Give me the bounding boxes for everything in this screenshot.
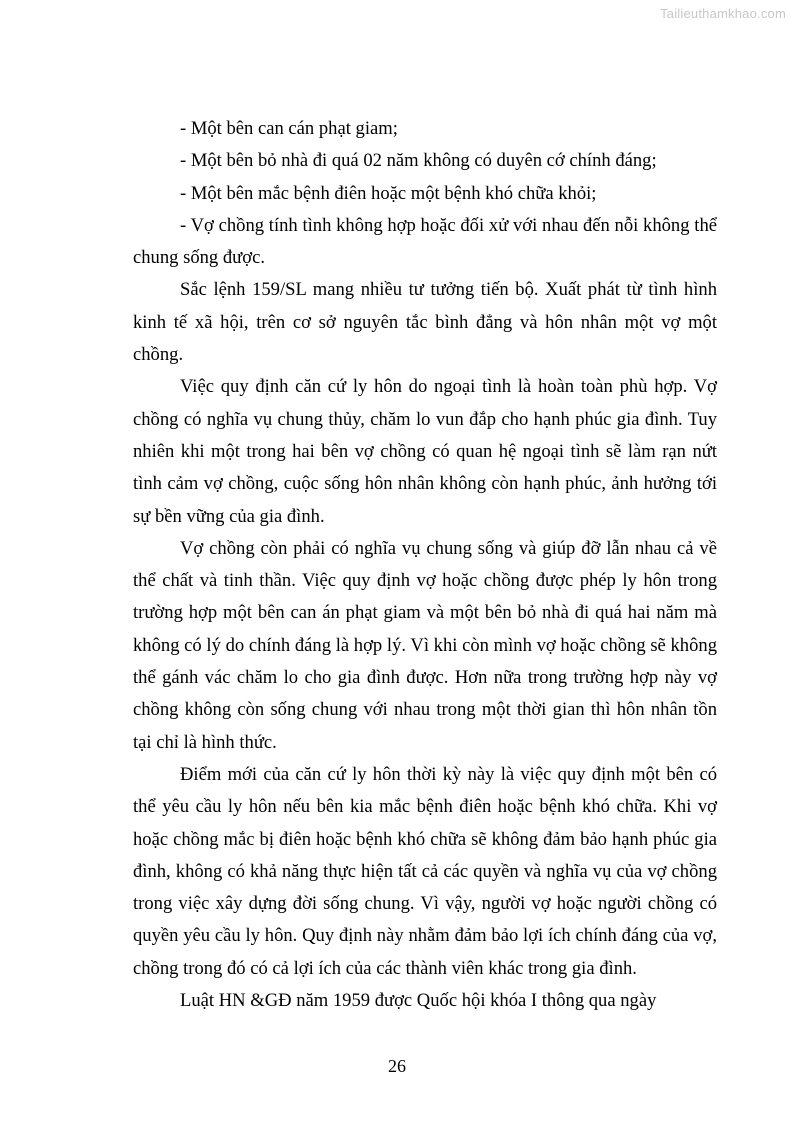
document-body <box>133 113 717 1017</box>
paragraph-9: Luật HN &GĐ năm 1959 được Quốc hội khóa I thông qua ngày <box>180 990 657 1012</box>
watermark-text: Tailieuthamkhao.com <box>660 6 786 21</box>
paragraph-3: - Một bên mắc bệnh điên hoặc một bệnh khó chữa khỏi; <box>180 182 597 204</box>
paragraph-8: Điểm mới của căn cứ ly hôn thời kỳ này là việc quy định một bên có thể yêu cầu ly hôn nếu bên kia mắc bệnh điên hoặc bệnh khó chữa. Khi vợ hoặc chồng mắc bị điên hoặc bệnh khó chữa sẽ không đảm bảo hạnh phúc gia đình, không có khả năng thực hiện tất cả các quyền và nghĩa vụ của vợ chồng trong việc xây dựng đời sống chung. Vì vậy, người vợ hoặc người chồng có quyền yêu cầu ly hôn. Quy định này nhằm đảm bảo lợi ích chính đáng của vợ, chồng trong đó có cả lợi ích của các thành viên khác trong gia đình. <box>133 763 717 979</box>
paragraph-4: - Vợ chồng tính tình không hợp hoặc đối xử với nhau đến nỗi không thể chung sống được. <box>133 214 717 269</box>
page-number: 26 <box>388 1056 406 1076</box>
paragraph-5: Sắc lệnh 159/SL mang nhiều tư tưởng tiến bộ. Xuất phát từ tình hình kinh tế xã hội, trên cơ sở nguyên tắc bình đẳng và hôn nhân một vợ một chồng. <box>133 279 717 366</box>
paragraph-7: Vợ chồng còn phải có nghĩa vụ chung sống và giúp đỡ lẫn nhau cả về thể chất và tinh thần. Việc quy định vợ hoặc chồng được phép ly hôn trong trường hợp một bên can án phạt giam và một bên bỏ nhà đi quá hai năm mà không có lý do chính đáng là hợp lý. Vì khi còn mình vợ hoặc chồng sẽ không thể gánh vác chăm lo cho gia đình được. Hơn nữa trong trường hợp này vợ chồng không còn sống chung với nhau trong một thời gian thì hôn nhân tồn tại chỉ là hình thức. <box>133 537 717 753</box>
paragraph-1: - Một bên can cán phạt giam; <box>180 118 398 139</box>
paragraph-2: - Một bên bỏ nhà đi quá 02 năm không có duyên cớ chính đáng; <box>180 150 657 172</box>
paragraph-6: Việc quy định căn cứ ly hôn do ngoại tình là hoàn toàn phù hợp. Vợ chồng có nghĩa vụ chung thủy, chăm lo vun đắp cho hạnh phúc gia đình. Tuy nhiên khi một trong hai bên vợ chồng có quan hệ ngoại tình sẽ làm rạn nứt tình cảm vợ chồng, cuộc sống hôn nhân không còn hạnh phúc, ảnh hưởng tới sự bền vững của gia đình. <box>133 376 717 527</box>
